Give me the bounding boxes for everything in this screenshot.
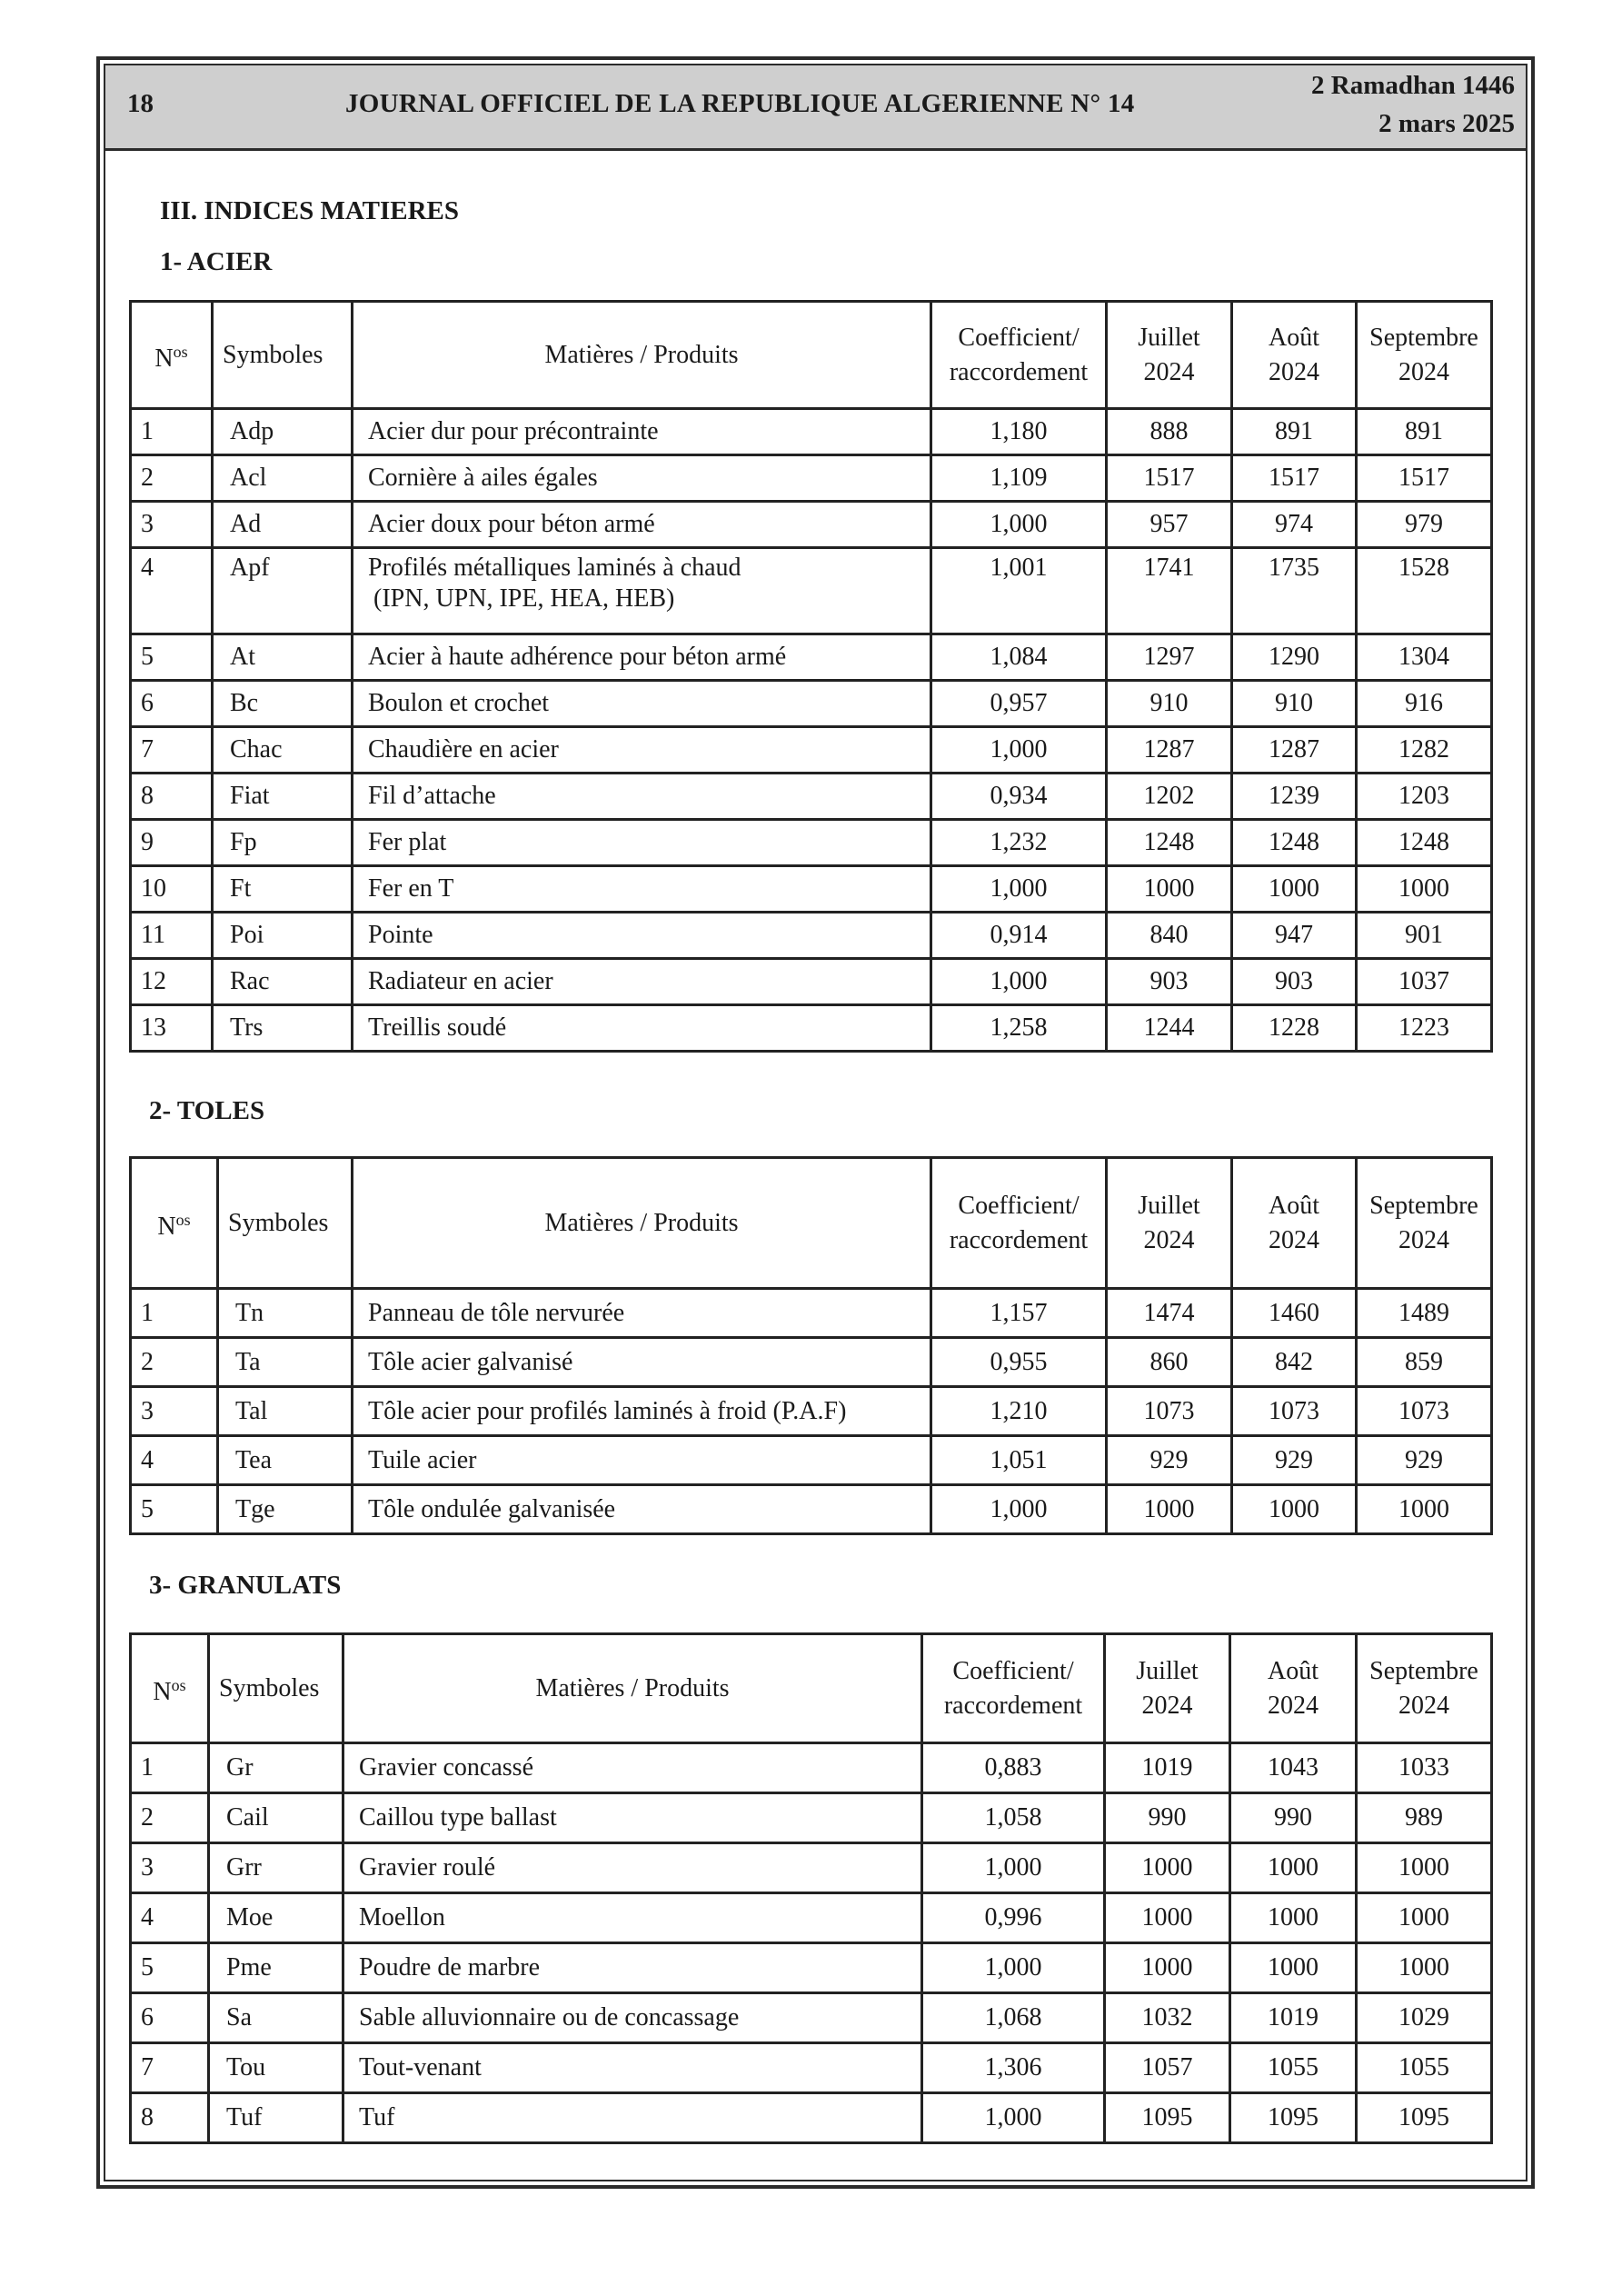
cell-nos: 9 [131, 820, 213, 866]
col-header-juillet: Juillet 2024 [1105, 1634, 1230, 1743]
table-row [131, 1338, 1492, 1387]
cell-aout: 1073 [1232, 1387, 1357, 1436]
cell-symbole: Bc [213, 681, 353, 727]
cell-aout: 1517 [1232, 455, 1357, 502]
cell-septembre: 1000 [1357, 1485, 1492, 1534]
cell-coefficient: 1,109 [931, 455, 1107, 502]
cell-septembre: 1203 [1357, 774, 1492, 820]
table-row [131, 1993, 1492, 2043]
col-header-produits: Matières / Produits [343, 1634, 922, 1743]
col-header-septembre: Septembre 2024 [1357, 1634, 1492, 1743]
table-row [131, 2043, 1492, 2093]
cell-nos: 8 [131, 774, 213, 820]
cell-septembre: 891 [1357, 409, 1492, 455]
cell-aout: 1000 [1232, 866, 1357, 913]
col-header-nos: $N^{os}$ [131, 1634, 209, 1743]
cell-symbole: Chac [213, 727, 353, 774]
cell-nos: 1 [131, 409, 213, 455]
col-header-coefficient: Coefficient/ raccordement [931, 302, 1107, 409]
cell-septembre: 1489 [1357, 1289, 1492, 1338]
col-header-nos: $N^{os}$ [131, 1158, 218, 1289]
col-header-aout: Août 2024 [1232, 302, 1357, 409]
cell-symbole: Ta [218, 1338, 353, 1387]
cell-septembre: 1000 [1357, 1943, 1492, 1993]
cell-produit: Chaudière en acier [353, 727, 931, 774]
cell-symbole: Tge [218, 1485, 353, 1534]
cell-septembre: 1055 [1357, 2043, 1492, 2093]
cell-coefficient: 0,955 [931, 1338, 1107, 1387]
cell-nos: 11 [131, 913, 213, 959]
cell-septembre: 1517 [1357, 455, 1492, 502]
cell-aout: 1000 [1230, 1843, 1357, 1893]
cell-aout: 891 [1232, 409, 1357, 455]
cell-coefficient: 1,000 [922, 2093, 1105, 2143]
cell-septembre: 1073 [1357, 1387, 1492, 1436]
cell-produit-line1: Profilés métalliques laminés à chaud [368, 554, 741, 582]
cell-juillet: 1000 [1105, 1943, 1230, 1993]
section-heading: III. INDICES MATIERES [160, 196, 460, 225]
cell-septembre: 916 [1357, 681, 1492, 727]
cell-coefficient: 1,232 [931, 820, 1107, 866]
cell-septembre: 989 [1357, 1793, 1492, 1843]
cell-juillet: 929 [1107, 1436, 1232, 1485]
cell-coefficient: 1,258 [931, 1005, 1107, 1052]
cell-juillet: 1741 [1107, 548, 1232, 634]
cell-produit: Panneau de tôle nervurée [353, 1289, 931, 1338]
cell-juillet: 1000 [1105, 1843, 1230, 1893]
cell-coefficient: 1,058 [922, 1793, 1105, 1843]
table-granulats [129, 1632, 1493, 2144]
cell-symbole: Tn [218, 1289, 353, 1338]
table-row [131, 634, 1492, 681]
cell-symbole: Fiat [213, 774, 353, 820]
col-header-symboles: Symboles [218, 1158, 353, 1289]
cell-produit: Tôle ondulée galvanisée [353, 1485, 931, 1534]
cell-nos: 3 [131, 1387, 218, 1436]
cell-nos: 6 [131, 1993, 209, 2043]
cell-produit: Poudre de marbre [343, 1943, 922, 1993]
cell-coefficient: 1,084 [931, 634, 1107, 681]
cell-nos: 3 [131, 1843, 209, 1893]
cell-septembre: 1282 [1357, 727, 1492, 774]
cell-produit: Tuile acier [353, 1436, 931, 1485]
cell-juillet: 1019 [1105, 1743, 1230, 1793]
cell-aout: 1248 [1232, 820, 1357, 866]
cell-nos: 4 [131, 1893, 209, 1943]
page-number: 18 [127, 89, 154, 118]
cell-produit: Sable alluvionnaire ou de concassage [343, 1993, 922, 2043]
cell-nos: 3 [131, 502, 213, 548]
cell-coefficient: 1,157 [931, 1289, 1107, 1338]
cell-symbole: Cail [209, 1793, 343, 1843]
table-header-row [131, 1634, 1492, 1743]
cell-produit: Acier à haute adhérence pour béton armé [353, 634, 931, 681]
cell-produit: Pointe [353, 913, 931, 959]
col-header-aout: Août 2024 [1232, 1158, 1357, 1289]
cell-produit: Gravier concassé [343, 1743, 922, 1793]
cell-coefficient: 1,000 [922, 1843, 1105, 1893]
cell-aout: 842 [1232, 1338, 1357, 1387]
date-hijri: 2 Ramadhan 1446 [1311, 71, 1515, 100]
cell-coefficient: 1,180 [931, 409, 1107, 455]
cell-septembre: 929 [1357, 1436, 1492, 1485]
cell-produit: Radiateur en acier [353, 959, 931, 1005]
cell-symbole: Trs [213, 1005, 353, 1052]
cell-aout: 1460 [1232, 1289, 1357, 1338]
cell-septembre: 1095 [1357, 2093, 1492, 2143]
cell-aout: 1095 [1230, 2093, 1357, 2143]
cell-coefficient: 0,957 [931, 681, 1107, 727]
cell-nos: 5 [131, 1943, 209, 1993]
cell-symbole: Ft [213, 866, 353, 913]
cell-nos: 1 [131, 1743, 209, 1793]
cell-juillet: 1474 [1107, 1289, 1232, 1338]
cell-aout: 903 [1232, 959, 1357, 1005]
cell-aout: 1228 [1232, 1005, 1357, 1052]
table-acier [129, 300, 1493, 1053]
table-title-toles: 2- TOLES [149, 1096, 265, 1125]
table-row [131, 1793, 1492, 1843]
cell-nos: 2 [131, 1338, 218, 1387]
table-header-row [131, 302, 1492, 409]
cell-coefficient: 1,068 [922, 1993, 1105, 2043]
cell-aout: 1000 [1230, 1893, 1357, 1943]
cell-aout: 1290 [1232, 634, 1357, 681]
col-header-produits: Matières / Produits [353, 302, 931, 409]
table-row [131, 774, 1492, 820]
table-row [131, 502, 1492, 548]
col-header-septembre: Septembre 2024 [1357, 302, 1492, 409]
col-header-nos: $N^{os}$ [131, 302, 213, 409]
cell-juillet: 860 [1107, 1338, 1232, 1387]
col-header-symboles: Symboles [209, 1634, 343, 1743]
cell-juillet: 840 [1107, 913, 1232, 959]
table-row [131, 959, 1492, 1005]
cell-symbole: Moe [209, 1893, 343, 1943]
cell-symbole: Tal [218, 1387, 353, 1436]
cell-symbole: Acl [213, 455, 353, 502]
cell-juillet: 1095 [1105, 2093, 1230, 2143]
cell-juillet: 1248 [1107, 820, 1232, 866]
cell-aout: 1019 [1230, 1993, 1357, 2043]
col-header-juillet: Juillet 2024 [1107, 302, 1232, 409]
cell-juillet: 1000 [1105, 1893, 1230, 1943]
col-header-septembre: Septembre 2024 [1357, 1158, 1492, 1289]
table-row [131, 409, 1492, 455]
cell-septembre: 1029 [1357, 1993, 1492, 2043]
cell-septembre: 1223 [1357, 1005, 1492, 1052]
cell-nos: 4 [131, 1436, 218, 1485]
cell-symbole: Gr [209, 1743, 343, 1793]
cell-produit: Caillou type ballast [343, 1793, 922, 1843]
cell-coefficient: 1,001 [931, 548, 1107, 634]
cell-nos: 8 [131, 2093, 209, 2143]
cell-coefficient: 1,000 [922, 1943, 1105, 1993]
table-row [131, 1436, 1492, 1485]
cell-symbole: Tuf [209, 2093, 343, 2143]
cell-septembre: 1248 [1357, 820, 1492, 866]
cell-nos: 6 [131, 681, 213, 727]
cell-juillet: 1287 [1107, 727, 1232, 774]
cell-produit: Tôle acier pour profilés laminés à froid (P.A.F) [353, 1387, 931, 1436]
cell-juillet: 1297 [1107, 634, 1232, 681]
date-gregorian: 2 mars 2025 [1378, 109, 1515, 138]
table-row [131, 1485, 1492, 1534]
cell-aout: 1239 [1232, 774, 1357, 820]
table-title-acier: 1- ACIER [160, 247, 273, 276]
cell-juillet: 1073 [1107, 1387, 1232, 1436]
table-row [131, 1005, 1492, 1052]
cell-coefficient: 1,000 [931, 1485, 1107, 1534]
cell-aout: 1735 [1232, 548, 1357, 634]
table-row [131, 727, 1492, 774]
table-row [131, 1387, 1492, 1436]
cell-nos: 5 [131, 1485, 218, 1534]
table-row [131, 681, 1492, 727]
cell-aout: 947 [1232, 913, 1357, 959]
cell-coefficient: 1,000 [931, 959, 1107, 1005]
cell-septembre: 1528 [1357, 548, 1492, 634]
table-header-row [131, 1158, 1492, 1289]
cell-produit: Acier dur pour précontrainte [353, 409, 931, 455]
cell-septembre: 1000 [1357, 866, 1492, 913]
table-row [131, 455, 1492, 502]
cell-juillet: 903 [1107, 959, 1232, 1005]
cell-aout: 974 [1232, 502, 1357, 548]
cell-produit: Tout-venant [343, 2043, 922, 2093]
table-title-granulats: 3- GRANULATS [149, 1571, 342, 1600]
cell-juillet: 1517 [1107, 455, 1232, 502]
cell-produit [353, 548, 931, 634]
cell-coefficient: 0,934 [931, 774, 1107, 820]
cell-aout: 910 [1232, 681, 1357, 727]
cell-coefficient: 1,000 [931, 502, 1107, 548]
cell-aout: 929 [1232, 1436, 1357, 1485]
table-row [131, 1743, 1492, 1793]
cell-juillet: 1032 [1105, 1993, 1230, 2043]
table-row [131, 913, 1492, 959]
cell-aout: 1043 [1230, 1743, 1357, 1793]
cell-nos: 5 [131, 634, 213, 681]
cell-symbole: Poi [213, 913, 353, 959]
table-row [131, 1289, 1492, 1338]
cell-produit: Fer en T [353, 866, 931, 913]
cell-coefficient: 1,210 [931, 1387, 1107, 1436]
cell-symbole: Grr [209, 1843, 343, 1893]
cell-produit: Treillis soudé [353, 1005, 931, 1052]
cell-aout: 1000 [1230, 1943, 1357, 1993]
cell-nos: 13 [131, 1005, 213, 1052]
table-row [131, 1943, 1492, 1993]
cell-aout: 1000 [1232, 1485, 1357, 1534]
cell-nos: 10 [131, 866, 213, 913]
cell-juillet: 1057 [1105, 2043, 1230, 2093]
table-row [131, 820, 1492, 866]
cell-juillet: 1202 [1107, 774, 1232, 820]
cell-produit: Boulon et crochet [353, 681, 931, 727]
cell-aout: 1055 [1230, 2043, 1357, 2093]
cell-juillet: 1000 [1107, 866, 1232, 913]
col-header-juillet: Juillet 2024 [1107, 1158, 1232, 1289]
cell-juillet: 888 [1107, 409, 1232, 455]
table-row [131, 548, 1492, 634]
cell-symbole: Tea [218, 1436, 353, 1485]
cell-produit: Fer plat [353, 820, 931, 866]
table-toles [129, 1156, 1493, 1535]
cell-produit: Fil d’attache [353, 774, 931, 820]
table-row [131, 1893, 1492, 1943]
cell-septembre: 1033 [1357, 1743, 1492, 1793]
cell-nos: 2 [131, 1793, 209, 1843]
cell-nos: 1 [131, 1289, 218, 1338]
cell-septembre: 979 [1357, 502, 1492, 548]
cell-juillet: 1000 [1107, 1485, 1232, 1534]
cell-symbole: Rac [213, 959, 353, 1005]
cell-symbole: Adp [213, 409, 353, 455]
cell-septembre: 1304 [1357, 634, 1492, 681]
cell-nos: 7 [131, 727, 213, 774]
cell-symbole: Sa [209, 1993, 343, 2043]
cell-nos: 2 [131, 455, 213, 502]
cell-symbole: Tou [209, 2043, 343, 2093]
table-row [131, 2093, 1492, 2143]
col-header-produits: Matières / Produits [353, 1158, 931, 1289]
cell-produit: Moellon [343, 1893, 922, 1943]
cell-nos: 4 [131, 548, 213, 634]
cell-septembre: 1000 [1357, 1843, 1492, 1893]
cell-nos: 7 [131, 2043, 209, 2093]
table-row [131, 866, 1492, 913]
cell-septembre: 1000 [1357, 1893, 1492, 1943]
cell-septembre: 1037 [1357, 959, 1492, 1005]
cell-symbole: At [213, 634, 353, 681]
table-row [131, 1843, 1492, 1893]
col-header-coefficient: Coefficient/ raccordement [931, 1158, 1107, 1289]
cell-coefficient: 0,883 [922, 1743, 1105, 1793]
cell-septembre: 901 [1357, 913, 1492, 959]
cell-coefficient: 1,000 [931, 727, 1107, 774]
cell-produit: Tuf [343, 2093, 922, 2143]
cell-coefficient: 1,000 [931, 866, 1107, 913]
cell-aout: 990 [1230, 1793, 1357, 1843]
col-header-coefficient: Coefficient/ raccordement [922, 1634, 1105, 1743]
col-header-aout: Août 2024 [1230, 1634, 1357, 1743]
cell-coefficient: 0,914 [931, 913, 1107, 959]
cell-produit-line2: (IPN, UPN, IPE, HEA, HEB) [373, 584, 675, 613]
cell-produit: Acier doux pour béton armé [353, 502, 931, 548]
cell-symbole: Ad [213, 502, 353, 548]
cell-coefficient: 1,306 [922, 2043, 1105, 2093]
cell-produit: Gravier roulé [343, 1843, 922, 1893]
cell-juillet: 957 [1107, 502, 1232, 548]
cell-symbole: Fp [213, 820, 353, 866]
cell-septembre: 859 [1357, 1338, 1492, 1387]
cell-juillet: 1244 [1107, 1005, 1232, 1052]
cell-produit: Cornière à ailes égales [353, 455, 931, 502]
cell-nos: 12 [131, 959, 213, 1005]
cell-symbole: Pme [209, 1943, 343, 1993]
cell-coefficient: 0,996 [922, 1893, 1105, 1943]
cell-juillet: 990 [1105, 1793, 1230, 1843]
cell-juillet: 910 [1107, 681, 1232, 727]
cell-produit: Tôle acier galvanisé [353, 1338, 931, 1387]
col-header-symboles: Symboles [213, 302, 353, 409]
cell-symbole: Apf [213, 548, 353, 634]
cell-coefficient: 1,051 [931, 1436, 1107, 1485]
journal-title: JOURNAL OFFICIEL DE LA REPUBLIQUE ALGERIENNE N° 14 [345, 89, 1135, 118]
cell-aout: 1287 [1232, 727, 1357, 774]
